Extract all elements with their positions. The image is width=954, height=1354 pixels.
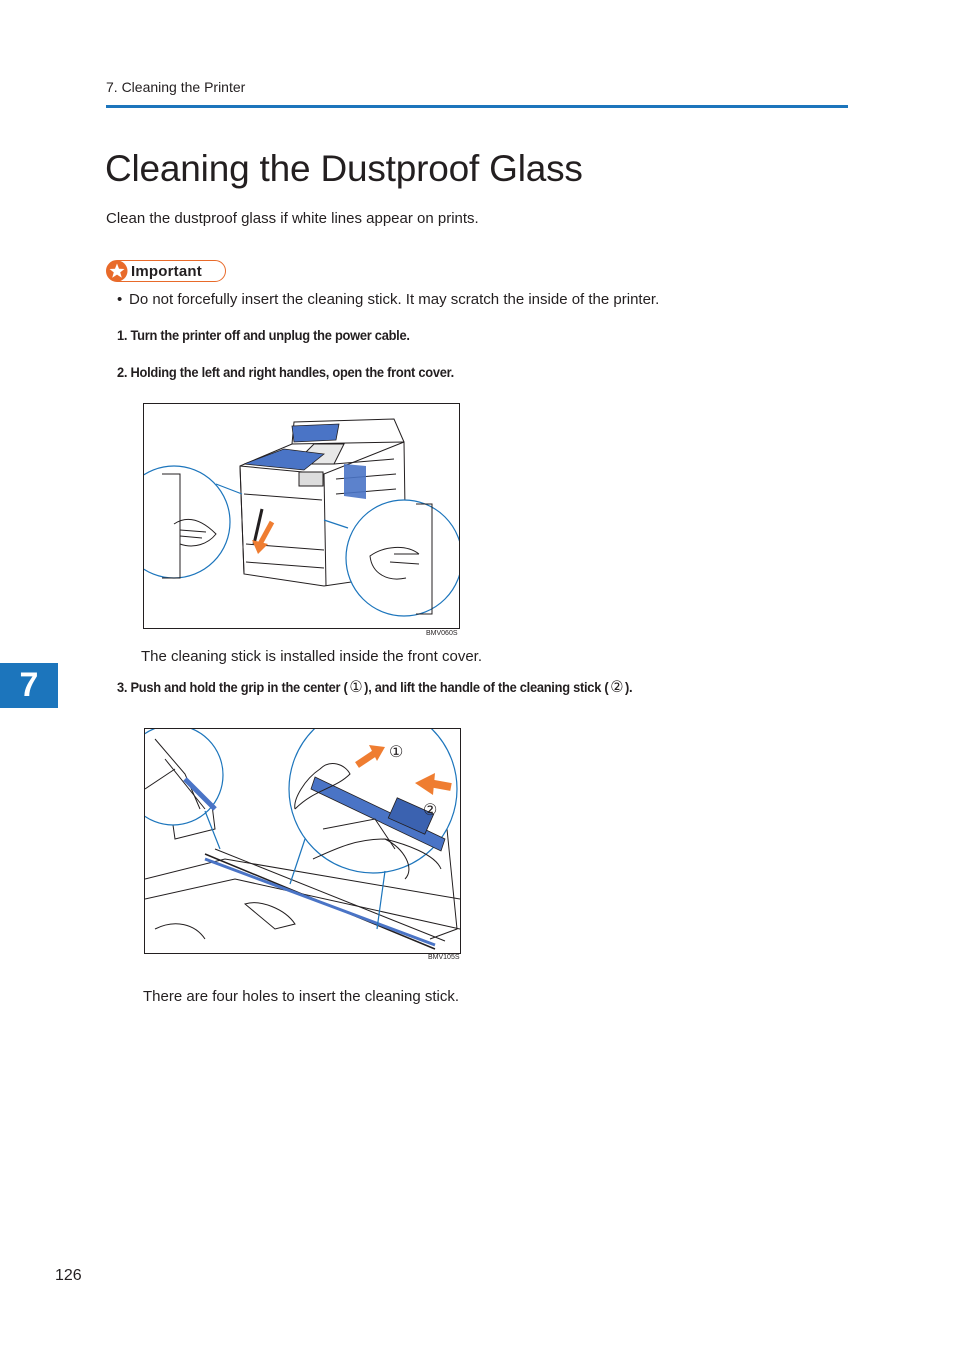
important-bullet	[117, 291, 659, 308]
cleaning-stick-illustration	[145, 729, 460, 953]
step-3-text-b: ), and lift the handle of the cleaning stick (	[364, 679, 609, 695]
figure-open-front-cover	[143, 403, 460, 629]
important-label: Important	[131, 262, 202, 280]
figure-2-code: BMV105S	[428, 954, 460, 961]
chapter-tab: 7	[0, 663, 58, 708]
step-3-text-c: ).	[624, 679, 633, 695]
bullet-dot: •	[117, 291, 123, 308]
step-3	[117, 677, 632, 697]
header-rule	[106, 105, 848, 108]
step-2: 2. Holding the left and right handles, open the front cover.	[117, 364, 454, 380]
note-1: The cleaning stick is installed inside the front cover.	[141, 648, 483, 665]
figure-marker-2: ②	[423, 800, 438, 819]
running-header: 7. Cleaning the Printer	[106, 79, 246, 95]
important-bullet-text: Do not forcefully insert the cleaning stick. It may scratch the inside of the printer.	[129, 291, 660, 308]
important-badge	[106, 260, 226, 282]
page-number: 126	[55, 1267, 82, 1284]
circled-number-2: ②	[610, 679, 624, 696]
step-3-text-a: 3. Push and hold the grip in the center (	[117, 679, 348, 695]
figure-lift-cleaning-stick	[144, 728, 461, 954]
step-1: 1. Turn the printer off and unplug the power cable.	[117, 327, 410, 343]
printer-illustration	[144, 404, 459, 628]
figure-1-code: BMV060S	[426, 630, 458, 637]
circled-number-1: ①	[349, 679, 363, 696]
note-2: There are four holes to insert the cleaning stick.	[143, 988, 459, 1005]
intro-text: Clean the dustproof glass if white lines appear on prints.	[106, 210, 479, 227]
star-icon	[106, 260, 128, 282]
figure-marker-1: ①	[389, 742, 404, 761]
page-title: Cleaning the Dustproof Glass	[105, 148, 583, 189]
